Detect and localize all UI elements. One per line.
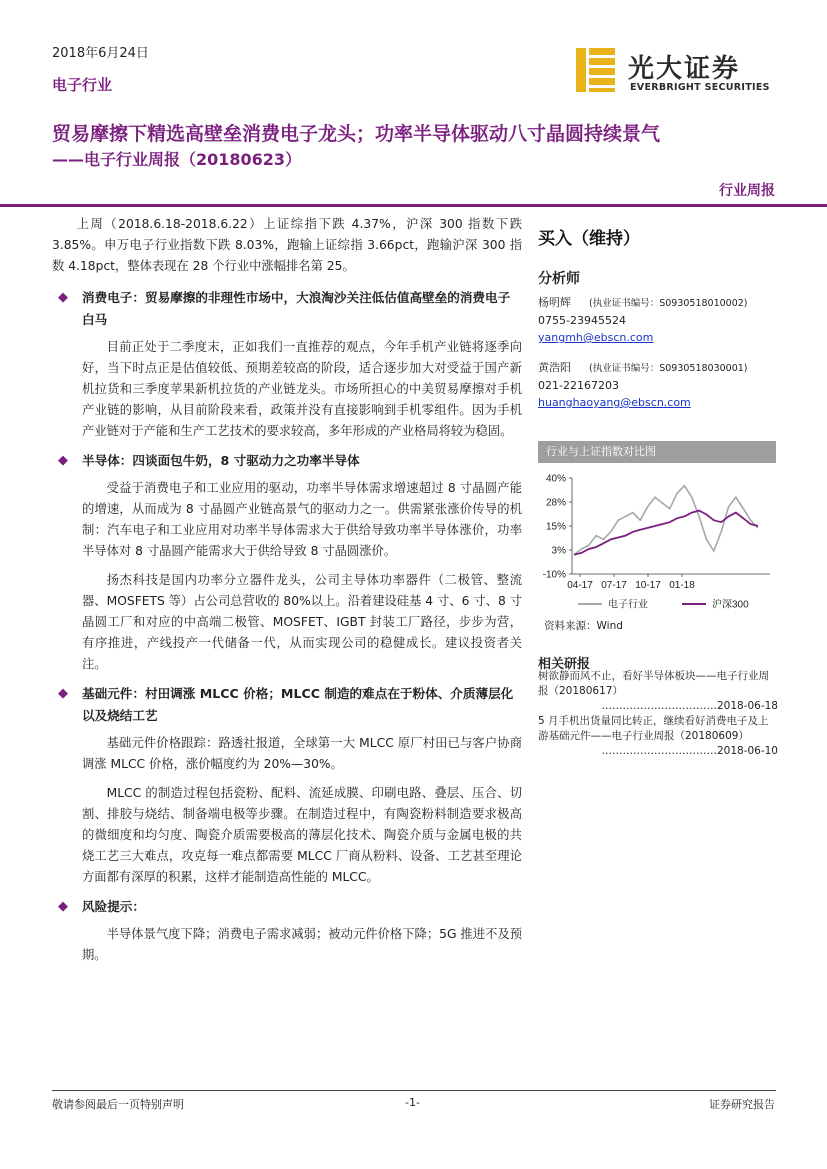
related-report-date: 2018-06-18 [716, 700, 778, 712]
report-subtitle: ——电子行业周报（20180623） [52, 150, 302, 169]
report-type-label: 行业周报 [719, 183, 775, 199]
analyst-heading: 分析师 [538, 271, 580, 287]
section-heading: 风险提示： [82, 899, 145, 914]
related-report-item[interactable]: 5 月手机出货量同比转正，继续看好消费电子及上游基础元件——电子行业周报（20180609） ……………………………2018-06-10 [538, 715, 778, 757]
legend-label: 沪深300 [712, 599, 749, 611]
diamond-bullet-icon: ◆ [58, 686, 68, 701]
series-line-hs300 [574, 511, 758, 555]
section-paragraph: 基础元件价格跟踪：路透社报道，全球第一大 MLCC 原厂村田已与客户协商调涨 MLCC 价格，涨价幅度约为 20%—30%。 [82, 736, 522, 771]
report-date: 2018年6月24日 [52, 46, 149, 61]
y-tick-label: 3% [551, 545, 566, 557]
section-paragraph: 扬杰科技是国内功率分立器件龙头，公司主导体功率器件（二极管、整流器、MOSFETS 等）占公司总营收的 80%以上。沿着建设硅基 4 寸、6 寸、8 寸晶圆工厂和对应的中高端二极管、MOSFET、IGBT 封装工厂路径，步步为营，有序推进，产线投产一代储备一代，从而实现公司的稳健成长。建议投资者关注。 [82, 573, 522, 671]
analyst-phone: 0755-23945524 [538, 314, 626, 327]
y-tick-label: 28% [545, 497, 566, 509]
section-paragraph: 受益于消费电子和工业应用的驱动，功率半导体需求增速超过 8 寸晶圆产能的增速，从而成为 8 寸晶圆产业链高景气的驱动力之一。供需紧张涨价传导的机制：汽车电子和工业应用对功率半导体需求大于供给导致功率半导体涨价，功率半导体对 8 寸晶圆产能需求大于供给导致 8 寸晶圆涨价。 [82, 481, 522, 558]
y-tick-label: -10% [542, 569, 566, 581]
footer-divider [52, 1090, 776, 1091]
section-semiconductor [52, 450, 522, 675]
section-paragraph: 半导体景气度下降；消费电子需求减弱；被动元件价格下降；5G 推进不及预期。 [82, 927, 522, 962]
x-tick-label: 10-17 [635, 580, 661, 591]
section-heading: 半导体：四谈面包牛奶，8 寸驱动力之功率半导体 [82, 453, 360, 468]
x-tick-label: 07-17 [601, 580, 627, 591]
analyst-name: 黄浩阳 [538, 361, 571, 374]
analyst-email-link[interactable]: huanghaoyang@ebscn.com [538, 396, 691, 409]
analyst-phone: 021-22167203 [538, 379, 619, 392]
section-components [52, 683, 522, 888]
related-report-item[interactable]: 树欲静而风不止，看好半导体板块——电子行业周报（20180617） ……………………………2018-06-18 [538, 670, 778, 712]
analyst-name: 杨明辉 [538, 296, 571, 309]
section-heading: 基础元件：村田调涨 MLCC 价格；MLCC 制造的难点在于粉体、介质薄层化以及烧结工艺 [82, 686, 514, 723]
related-report-title: 5 月手机出货量同比转正，继续看好消费电子及上游基础元件——电子行业周报（20180609） [538, 715, 769, 742]
main-content [52, 214, 522, 974]
analyst-cert: (执业证书编号：S0930518030001) [589, 363, 748, 374]
section-risk [52, 896, 522, 966]
sector-label: 电子行业 [52, 76, 113, 94]
report-category: 证券研究报告 [709, 1098, 775, 1111]
disclaimer-note: 敬请参阅最后一页特别声明 [52, 1098, 184, 1111]
section-paragraph: 目前正处于二季度末，正如我们一直推荐的观点，今年手机产业链将逐季向好，当下时点正是估值较低、预期差较高的阶段，适合逐步加大对受益于国产新机拉货和三季度苹果新机拉货的产业链龙头。市场所担心的中美贸易摩擦对手机产业链的影响，从目前阶段来看，政策并没有直接影响到手机零组件。因为手机产业链对于产能和生产工艺技术的要求较高，多年形成的产业格局将较为稳固。 [82, 340, 522, 438]
related-report-title: 树欲静而风不止，看好半导体板块——电子行业周报（20180617） [538, 670, 769, 697]
intro-paragraph: 上周（2018.6.18-2018.6.22）上证综指下跌 4.37%，沪深 300 指数下跌 3.85%。申万电子行业指数下跌 8.03%，跑输上证综指 3.66pct，跑输沪深 300 指数 4.18pct，整体表现在 28 个行业中涨幅排名第 25。 [52, 217, 522, 273]
related-reports-heading: 相关研报 [538, 657, 591, 672]
chart-lines [574, 486, 758, 555]
report-title: 贸易摩擦下精选高壁垒消费电子龙头；功率半导体驱动八寸晶圆持续景气 [52, 123, 661, 145]
diamond-bullet-icon: ◆ [58, 290, 68, 305]
logo-english-name: EVERBRIGHT SECURITIES [630, 82, 770, 93]
section-consumer-electronics [52, 287, 522, 442]
index-comparison-chart [538, 468, 778, 618]
section-paragraph: MLCC 的制造过程包括瓷粉、配料、流延成膜、印刷电路、叠层、压合、切割、排胶与烧结、制备端电极等步骤。在制造过程中，有陶瓷粉料制造要求极高的微细度和均匀度、陶瓷介质需要极高的薄层化技术、陶瓷介质与金属电极的共烧工艺三大难点，攻克每一难点都需要 MLCC 厂商从粉料、设备、工艺甚至理论方面都有深厚的积累，这样才能制造高性能的 MLCC。 [82, 786, 522, 884]
x-tick-label: 01-18 [669, 580, 695, 591]
diamond-bullet-icon: ◆ [58, 453, 68, 468]
page-number: -1- [405, 1096, 420, 1109]
section-heading: 消费电子：贸易摩擦的非理性市场中，大浪淘沙关注低估值高壁垒的消费电子白马 [82, 290, 511, 327]
analyst-cert: (执业证书编号：S0930518010002) [589, 298, 748, 309]
analyst-email-link[interactable]: yangmh@ebscn.com [538, 331, 654, 344]
related-report-date: 2018-06-10 [716, 745, 778, 757]
chart-source: 资料来源：Wind [544, 620, 623, 632]
analyst-card [538, 294, 748, 346]
x-tick-label: 04-17 [567, 580, 593, 591]
chart-banner: 行业与上证指数对比图 [538, 441, 776, 463]
legend-label: 电子行业 [608, 599, 648, 611]
chart-axes [543, 474, 770, 592]
logo-chinese-name: 光大证券 [628, 54, 741, 84]
analyst-card [538, 359, 748, 411]
chart-legend [578, 598, 749, 611]
y-tick-label: 40% [545, 473, 566, 485]
investment-rating: 买入（维持） [538, 229, 640, 249]
diamond-bullet-icon: ◆ [58, 899, 68, 914]
header-divider [0, 204, 827, 207]
y-tick-label: 15% [545, 521, 566, 533]
